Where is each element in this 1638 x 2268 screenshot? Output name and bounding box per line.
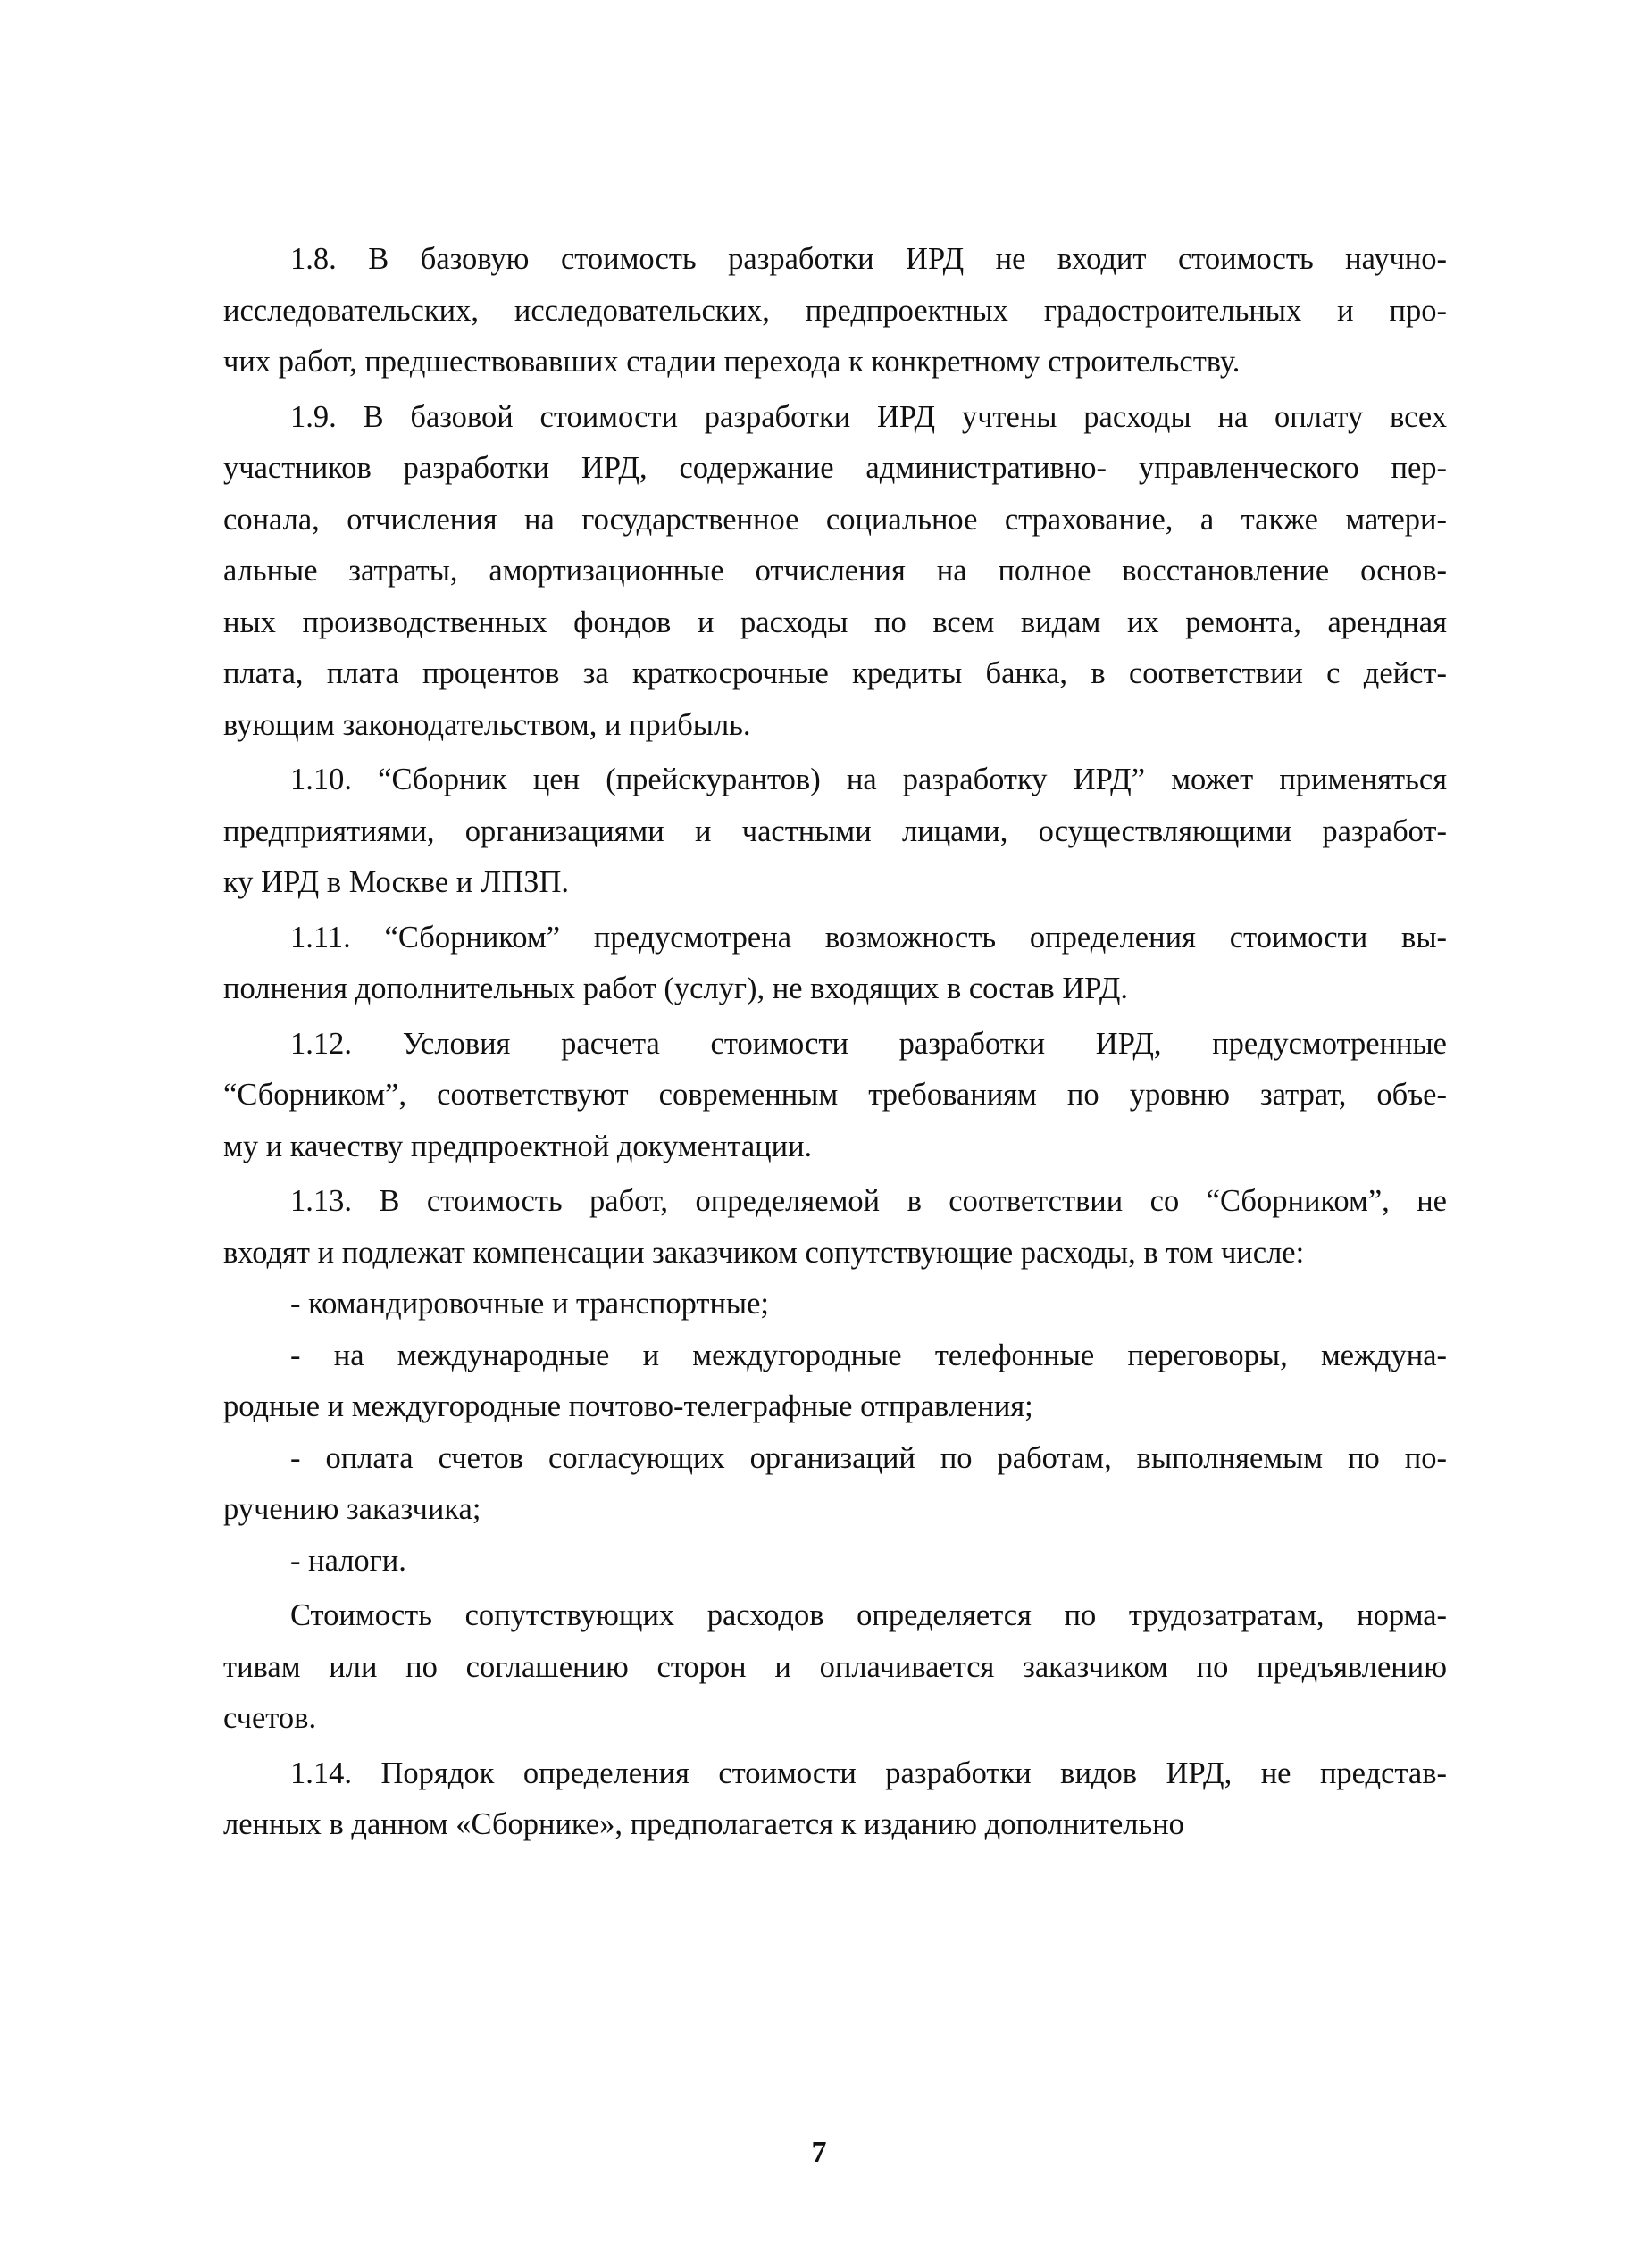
text-line: 1.14. Порядок определения стоимости разработки видов ИРД, не представ- [290, 1755, 1447, 1790]
paragraph-1-8 [223, 234, 1447, 388]
text-line: - на международные и междугородные телефонные переговоры, междуна- [290, 1338, 1447, 1372]
list-item [223, 1330, 1447, 1433]
paragraph-1-11 [223, 913, 1447, 1015]
text-line: 1.10. “Сборник цен (прейскурантов) на разработку ИРД” может применяться [290, 763, 1447, 796]
paragraph-cost [223, 1590, 1447, 1745]
text-line: ку ИРД в Москве и ЛПЗП. [223, 865, 569, 899]
text-line: участников разработки ИРД, содержание административно- управленческого пер- [223, 451, 1447, 485]
paragraph-1-9 [223, 392, 1447, 752]
text-line: - оплата счетов согласующих организаций по работам, выполняемым по по- [290, 1440, 1447, 1475]
paragraph-1-13 [223, 1176, 1447, 1279]
text-line: 1.9. В базовой стоимости разработки ИРД учтены расходы на оплату всех [290, 399, 1447, 434]
text-line: 1.13. В стоимость работ, определяемой в соответствии со “Сборником”, не [290, 1184, 1447, 1218]
list-item [223, 1279, 1447, 1330]
text-line: тивам или по соглашению сторон и оплачивается заказчиком по предъявлению [223, 1649, 1447, 1684]
paragraph-1-14 [223, 1748, 1447, 1851]
list-item [223, 1536, 1447, 1588]
text-line: Стоимость сопутствующих расходов определяется по трудозатратам, норма- [290, 1598, 1447, 1632]
document-body [223, 234, 1447, 1851]
text-line: “Сборником”, соответствуют современным требованиям по уровню затрат, объе- [223, 1078, 1447, 1112]
paragraph-1-12 [223, 1019, 1447, 1173]
text-line: альные затраты, амортизационные отчисления на полное восстановление основ- [223, 554, 1447, 588]
text-line: входят и подлежат компенсации заказчиком сопутствующие расходы, в том числе: [223, 1235, 1305, 1270]
text-line: - командировочные и транспортные; [290, 1287, 769, 1321]
text-line: му и качеству предпроектной документации. [223, 1129, 813, 1163]
text-line: чих работ, предшествовавших стадии перехода к конкретному строительству. [223, 345, 1241, 379]
text-line: полнения дополнительных работ (услуг), не входящих в состав ИРД. [223, 971, 1128, 1005]
text-line: родные и междугородные почтово-телеграфные отправления; [223, 1389, 1033, 1423]
text-line: ных производственных фондов и расходы по всем видам их ремонта, арендная [223, 605, 1447, 639]
paragraph-1-10 [223, 755, 1447, 909]
text-line: сонала, отчисления на государственное социальное страхование, а также матери- [223, 502, 1447, 537]
text-line: - налоги. [290, 1543, 406, 1578]
page-number: 7 [811, 2136, 827, 2169]
text-line: ленных в данном «Сборнике», предполагается к изданию дополнительно [223, 1807, 1184, 1841]
text-line: 1.11. “Сборником” предусмотрена возможность определения стоимости вы- [290, 920, 1447, 955]
text-line: предприятиями, организациями и частными лицами, осуществляющими разработ- [223, 813, 1447, 848]
text-line: 1.8. В базовую стоимость разработки ИРД не входит стоимость научно- [290, 242, 1447, 276]
text-line: вующим законодательством, и прибыль. [223, 707, 751, 742]
list-item [223, 1433, 1447, 1536]
text-line: 1.12. Условия расчета стоимости разработки ИРД, предусмотренные [290, 1026, 1447, 1061]
text-line: плата, плата процентов за краткосрочные кредиты банка, в соответствии с дейст- [223, 656, 1447, 690]
text-line: исследовательских, исследовательских, предпроектных градостроительных и про- [223, 293, 1447, 328]
text-line: счетов. [223, 1701, 317, 1735]
text-line: ручению заказчика; [223, 1492, 481, 1526]
